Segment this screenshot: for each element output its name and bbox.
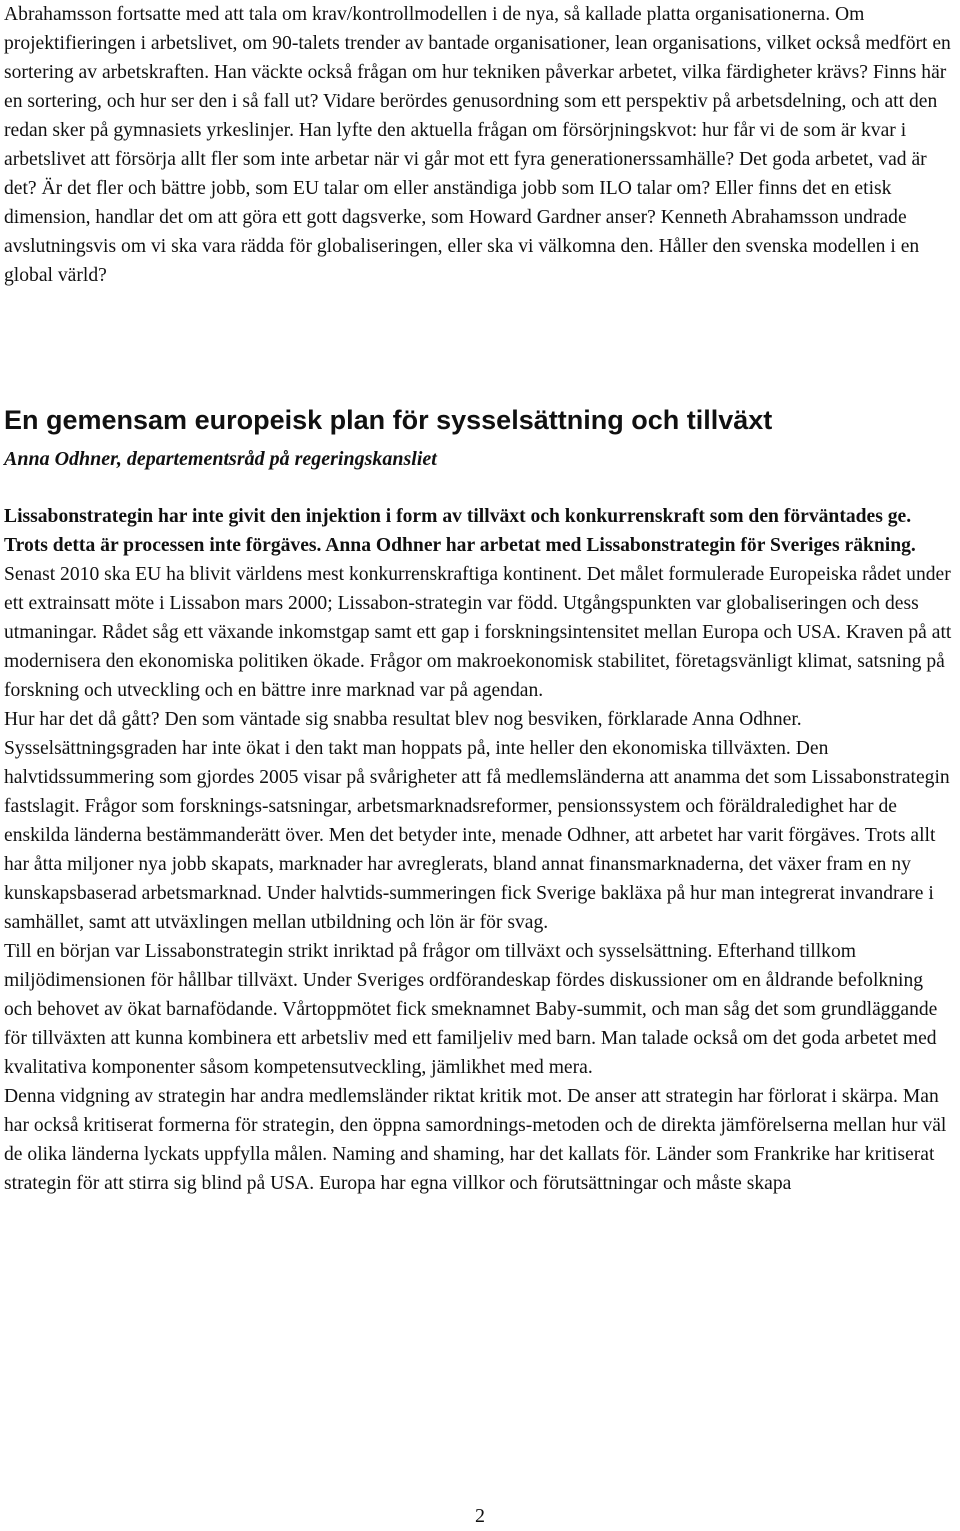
article-paragraph-2: Hur har det då gått? Den som väntade sig snabba resultat blev nog besviken, förklarade Anna Odhner. Sysselsättningsgraden har inte ökat i den takt man hoppats på, inte heller den ekonomiska tillväxten. Den halvtidssummering som gjordes 2005 visar på svårigheter att få medlemsländerna att anamma det som Lissabonstrategin fastslagit. Frågor som forsknings-satsningar, arbetsmarknadsreformer, pensionssystem och föräldraledighet har de enskilda länderna bestämmanderätt över. Men det betyder inte, menade Odhner, att arbetet har varit förgäves. Trots allt har åtta miljoner nya jobb skapats, marknader har avreglerats, bland annat finansmarknaderna, det växer fram en ny kunskapsbaserad arbetsmarknad. Under halvtids-summeringen fick Sverige bakläxa på hur man integrerat invandrare i samhället, samt att utväxlingen mellan utbildning och lön är för svag.	[4, 709, 950, 933]
article-lead: Lissabonstrategin har inte givit den injektion i form av tillväxt och konkurrenskraft som den förväntades ge. Trots detta är processen inte förgäves. Anna Odhner har arbetat med Lissabonstrategin för Sveriges räkning.	[4, 506, 916, 556]
article-body	[4, 502, 956, 1198]
article-paragraph-1: Senast 2010 ska EU ha blivit världens mest konkurrenskraftiga kontinent. Det målet formulerade Europeiska rådet under ett extrainsatt möte i Lissabon mars 2000; Lissabon-strategin var född. Utgångspunkten var globaliseringen och dess utmaningar. Rådet såg ett växande inkomstgap samt ett gap i forskningsintensitet mellan Europa och USA. Kraven på att modernisera den ekonomiska politiken ökade. Frågor om makroekonomisk stabilitet, företagsvänligt klimat, satsning på forskning och utveckling och en bättre inre marknad var på agendan.	[4, 564, 952, 701]
article-heading: En gemensam europeisk plan för sysselsättning och tillväxt	[4, 405, 773, 435]
article-author: Anna Odhner, departementsråd på regeringskansliet	[4, 448, 437, 470]
page-number: 2	[475, 1505, 485, 1527]
article-paragraph-3: Till en början var Lissabonstrategin strikt inriktad på frågor om tillväxt och sysselsättning. Efterhand tillkom miljödimensionen för hållbar tillväxt. Under Sveriges ordförandeskap fördes diskussioner om en åldrande befolkning och behovet av ökat barnafödande. Vårtoppmötet fick smeknamnet Baby-summit, och man såg det som grundläggande för tillväxten att kunna kombinera ett arbetsliv med ett familjeliv med barn. Man talade också om det goda arbetet med kvalitativa komponenter såsom kompetensutveckling, jämlikhet med mera.	[4, 941, 938, 1078]
document-page	[4, 0, 956, 1194]
article-paragraph-4: Denna vidgning av strategin har andra medlemsländer riktat kritik mot. De anser att strategin har förlorat i skärpa. Man har också kritiserat formerna för strategin, den öppna samordnings-metoden och de direkta jämförelserna mellan hur väl de olika länderna lyckats uppfylla målen. Naming and shaming, har det kallats för. Länder som Frankrike har kritiserat strategin för att stirra sig blind på USA. Europa har egna villkor och förutsättningar och måste skapa	[4, 1086, 947, 1194]
intro-paragraph: Abrahamsson fortsatte med att tala om krav/kontrollmodellen i de nya, så kallade platta organisationerna. Om projektifieringen i arbetslivet, om 90-talets trender av bantade organisationer, lean organisations, vilket också medfört en sortering av arbetskraften. Han väckte också frågan om hur tekniken påverkar arbetet, vilka färdigheter krävs? Finns här en sortering, och hur ser den i så fall ut? Vidare berördes genusordning som ett perspektiv på arbetsdelning, och att den redan sker på gymnasiets yrkeslinjer. Han lyfte den aktuella frågan om försörjningskvot: hur får vi de som är kvar i arbetslivet att försörja allt fler som inte arbetar när vi går mot ett fyra generationerssamhälle? Det goda arbetet, vad är det? Är det fler och bättre jobb, som EU talar om eller anständiga jobb som ILO talar om? Eller finns det en etisk dimension, handlar det om att göra ett gott dagsverke, som Howard Gardner anser? Kenneth Abrahamsson undrade avslutningsvis om vi ska vara rädda för globaliseringen, eller ska vi välkomna den. Håller den svenska modellen i en global värld?	[4, 4, 951, 286]
